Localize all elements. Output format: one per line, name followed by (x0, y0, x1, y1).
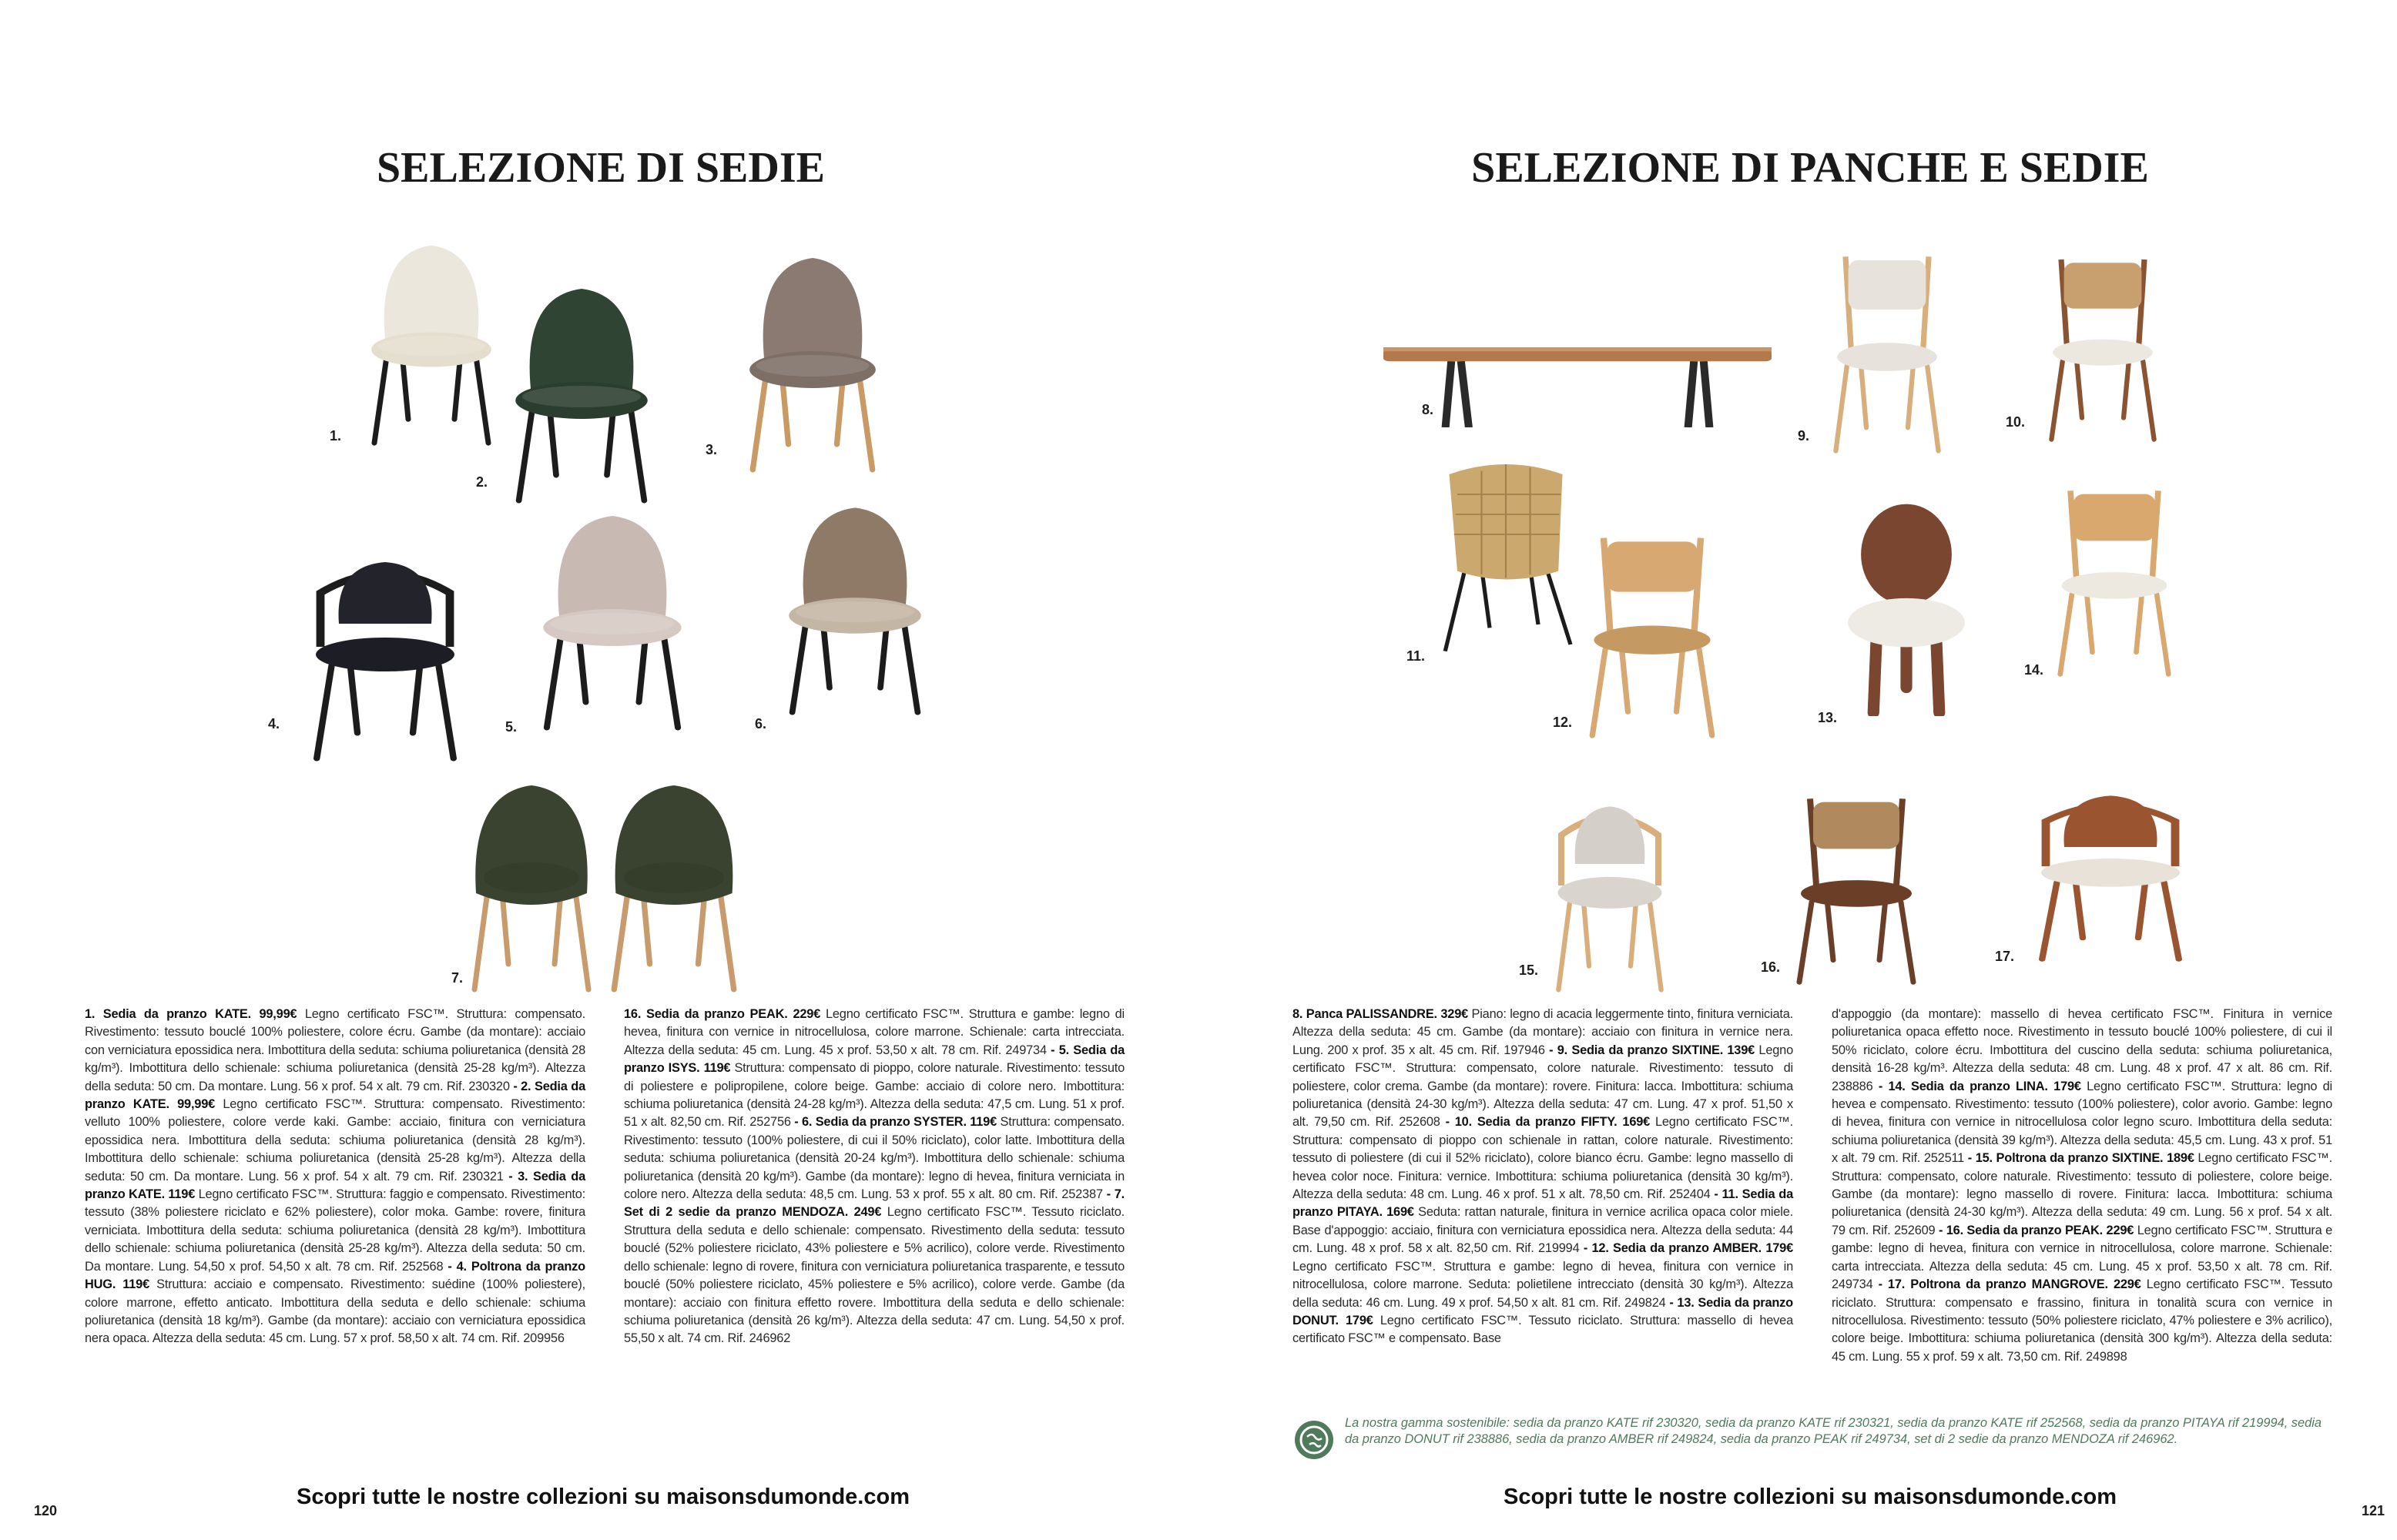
product-image-sixtine (1818, 243, 1956, 454)
product-number-label: 5. (505, 719, 518, 735)
chair-illustration (1571, 524, 1733, 739)
product-details: Struttura: compensato di pioppo, colore naturale. Rivestimento: tessuto di poliestere e polipropilene, colore beige. Gambe: acciaio di colore nero. Imbottitura: schiuma poliuretanica (densità 24-28 kg/m³). Altezza della seduta: 47,5 cm. Lung. 51 x prof. 51 x alt. 82,50 cm. Rif. 252756 (624, 1061, 1125, 1130)
chair-illustration (2041, 477, 2187, 678)
product-image-hug (293, 531, 478, 762)
product-number-label: 17. (1995, 949, 2015, 964)
product-name-price: - 5. Sedia da pranzo ISYS. 119€ (624, 1043, 1125, 1076)
product-description-column (1832, 1006, 2332, 1366)
product-description-column (85, 1006, 585, 1348)
product-name-price: - 9. Sedia da pranzo SIXTINE. 139€ (1549, 1043, 1755, 1057)
product-number-label: 14. (2024, 662, 2044, 678)
chair-illustration (497, 273, 666, 504)
product-name-price: - 7. Set di 2 sedie da pranzo MENDOZA. 249€ (624, 1187, 1125, 1220)
product-image-mendoza-2 (593, 762, 755, 993)
product-details: Legno certificato FSC™. Struttura: compensato, colore naturale. Rivestimento: tessuto di poliestere, color crema. Gambe (da montare): rovere. Finitura: lacca. Imbottitura: schiuma poliuretanica (densità 24-30 kg/m³). Altezza della seduta: 47 cm. Lung. 47 x prof. 51,50 x alt. 79,50 cm. Rif. 252608 (1292, 1043, 1793, 1130)
chair-illustration (732, 243, 893, 474)
product-image-fifty (2033, 246, 2172, 443)
product-name-price: - 13. Sedia da pranzo DONUT. 179€ (1292, 1295, 1793, 1327)
product-image-pitaya (1425, 454, 1587, 654)
chair-illustration (354, 231, 508, 447)
sustainable-globe-leaf-icon (1294, 1420, 1334, 1460)
product-image-mangrove (2018, 770, 2203, 962)
chair-illustration (293, 531, 478, 762)
product-number-label: 4. (268, 716, 280, 732)
chair-illustration (593, 762, 755, 993)
product-image-kate-moka (732, 243, 893, 474)
chair-illustration (1540, 778, 1679, 993)
product-details: Piano: legno di acacia leggermente tinto, finitura verniciata. Altezza della seduta: 45 cm. Gambe (da montare): acciaio con finitura in vernice nera. Lung. 200 x prof. 35 x alt. 45 cm. Rif. 197946 (1292, 1007, 1793, 1057)
sustainable-note-text: La nostra gamma sostenibile: sedia da pranzo KATE rif 230320, sedia da pranzo KATE rif 230321, sedia da pranzo KATE rif 252568, sedia da pranzo PITAYA rif 219994, sedia da pranzo DONUT rif 238886, sedia da pranzo AMBER rif 249824, sedia da pranzo PEAK rif 249734, set di 2 sedie da pranzo MENDOZA rif 246962. (1345, 1416, 2322, 1446)
product-number-label: 9. (1798, 428, 1810, 444)
product-number-label: 8. (1422, 402, 1434, 417)
product-number-label: 12. (1553, 715, 1573, 730)
product-name-price: - 14. Sedia da pranzo LINA. 179€ (1878, 1079, 2081, 1093)
left-page-title: SELEZIONE DI SEDIE (376, 144, 825, 192)
product-number-label: 15. (1519, 962, 1539, 978)
product-number-label: 11. (1406, 648, 1426, 664)
product-image-syster (770, 493, 940, 716)
footer-link-right[interactable]: Scopri tutte le nostre collezioni su maisonsdumonde.com (1503, 1485, 2117, 1509)
product-name-price: 1. Sedia da pranzo KATE. 99,99€ (85, 1007, 297, 1021)
product-name-price: - 2. Sedia da pranzo KATE. 99,99€ (85, 1079, 585, 1112)
sustainable-range-note (1294, 1415, 2334, 1460)
product-details: Legno certificato FSC™. Struttura e gambe: legno di hevea, finitura con vernice in nitrocellulosa, colore marrone. Seduta: polietilene intrecciato (densità 30 kg/m³). Altezza della seduta: 46 cm. Lung. 49 x prof. 54,50 x alt. 81 cm. Rif. 249824 (1292, 1259, 1793, 1310)
product-number-label: 1. (330, 428, 342, 444)
product-image-palissandre-bench (1383, 327, 1772, 427)
chair-illustration (1425, 454, 1587, 654)
product-name-price: 16. Sedia da pranzo PEAK. 229€ (624, 1007, 821, 1021)
product-details: Seduta: rattan naturale, finitura in vernice acrilica opaca color miele. Base d'appoggio: acciaio, finitura con verniciatura epossidica nera. Altezza della seduta: 44 cm. Lung. 48 x prof. 58 x alt. 82,50 cm. Rif. 219994 (1292, 1205, 1793, 1256)
chair-illustration (454, 762, 608, 993)
product-image-isys (524, 500, 701, 732)
product-description-column (624, 1006, 1125, 1348)
product-details: Legno certificato FSC™. Struttura: legno di hevea e compensato. Rivestimento: tessuto (100% poliestere), color avorio. Gambe: legno di hevea, finitura con vernice in nitrocellulosa color legno scuro. Imbottitura della seduta: schiuma poliuretanica (densità 39 kg/m³). Altezza della seduta: 45,5 cm. Lung. 43 x prof. 51 x alt. 79 cm. Rif. 252511 (1832, 1079, 2332, 1166)
product-number-label: 10. (2006, 414, 2026, 430)
product-details: Legno certificato FSC™. Tessuto riciclato. Struttura: compensato e frassino, finitura in tonalità scura con vernice in nitrocellulosa. Rivestimento: tessuto (50% poliestere riciclato, 47% poliestere e 3% acrilico), colore beige. Imbottitura: schiuma poliuretanica (densità 300 kg/m³). Altezza della seduta: 45 cm. Lung. 55 x prof. 59 x alt. 73,50 cm. Rif. 249898 (1832, 1277, 2333, 1364)
product-details: Legno certificato FSC™. Struttura e gambe: legno di hevea, finitura con vernice in nitrocellulosa, colore marrone. Schienale: carta intrecciata. Altezza della seduta: 45 cm. Lung. 45 x prof. 53,50 x alt. 78 cm. Rif. 249734 (624, 1007, 1125, 1057)
page-number-right: 121 (2362, 1503, 2385, 1518)
product-image-sixtine-armchair (1540, 778, 1679, 993)
product-image-lina (2041, 477, 2187, 678)
product-name-price: - 12. Sedia da pranzo AMBER. 179€ (1583, 1241, 1793, 1256)
product-details: Legno certificato FSC™. Struttura: compensato di pioppo con schienale in rattan, colore naturale. Rivestimento: tessuto di poliestere (di cui il 52% riciclato), colore bianco écru. Gambe: legno massello di hevea color noce. Finitura: vernice. Imbottitura: schiuma poliuretanica (densità 30 kg/m³). Altezza della seduta: 48 cm. Lung. 46 x prof. 51 x alt. 78,50 cm. Rif. 252404 (1292, 1115, 1794, 1202)
product-image-kate-green (497, 273, 666, 504)
product-details: Legno certificato FSC™. Struttura: faggio e compensato. Rivestimento: tessuto (38% poliestere riciclato e 62% poliestere), color moka. Gambe: rovere, finitura verniciata. Imbottitura della seduta: schiuma poliuretanica (densità 28 kg/m³). Imbottitura dello schienale: schiuma poliuretanica (densità 25-28 kg/m³). Altezza della seduta: 50 cm. Da montare. Lung. 54,50 x prof. 54,50 x alt. 78 cm. Rif. 252568 (85, 1187, 585, 1274)
product-name-price: - 17. Poltrona da pranzo MANGROVE. 229€ (1878, 1277, 2141, 1292)
chair-illustration (2033, 246, 2172, 443)
product-image-mendoza-1 (454, 762, 608, 993)
footer-link-left[interactable]: Scopri tutte le nostre collezioni su maisonsdumonde.com (296, 1485, 910, 1509)
product-name-price: - 11. Sedia da pranzo PITAYA. 169€ (1292, 1187, 1793, 1220)
product-name-price: - 10. Sedia da pranzo FIFTY. 169€ (1445, 1115, 1651, 1130)
product-details: Legno certificato FSC™. Struttura e gambe: legno di hevea, finitura con vernice in nitrocellulosa, colore marrone. Schienale: carta intrecciata. Altezza della seduta: 45 cm. Lung. 45 x prof. 53,50 x alt. 78 cm. Rif. 249734 (1832, 1223, 2332, 1292)
product-details: Legno certificato FSC™. Struttura: compensato. Rivestimento: velluto 100% poliestere, colore verde kaki. Gambe: acciaio, finitura con verniciatura epossidica nera. Imbottitura della seduta: schiuma poliuretanica (densità 28 kg/m³). Imbottitura dello schienale: schiuma poliuretanica (densità 25-28 kg/m³). Altezza della seduta: 50 cm. Da montare. Lung. 56 x prof. 54 x alt. 79 cm. Rif. 230321 (85, 1097, 585, 1183)
product-name-price: - 3. Sedia da pranzo KATE. 119€ (85, 1169, 586, 1202)
product-number-label: 16. (1761, 959, 1781, 975)
product-number-label: 3. (706, 442, 718, 457)
chair-illustration (1833, 500, 1980, 716)
product-name-price: 8. Panca PALISSANDRE. 329€ (1292, 1007, 1469, 1021)
product-details: Struttura: compensato. Rivestimento: tessuto (100% poliestere, di cui il 50% riciclato), color latte. Imbottitura della seduta: schiuma poliuretanica (densità 20-24 kg/m³). Imbottitura dello schienale: schiuma poliuretanica (densità 20 kg/m³). Gambe (da montare): legno di hevea, finitura verniciata in colore nero. Altezza della seduta: 48,5 cm. Lung. 53 x prof. 55 x alt. 80 cm. Rif. 252387 (624, 1115, 1125, 1202)
product-details: Struttura: acciaio e compensato. Rivestimento: suédine (100% poliestere), colore marrone, effetto anticato. Imbottitura della seduta e dello schienale: schiuma poliuretanica (densità 18 kg/m³). Gambe (da montare): acciaio con verniciatura epossidica nera opaca. Altezza della seduta: 45 cm. Lung. 57 x prof. 58,50 x alt. 74 cm. Rif. 209956 (85, 1277, 585, 1346)
product-details: Legno certificato FSC™. Tessuto riciclato. Struttura: massello di hevea certificato FSC™ e compensato. Base (1292, 1313, 1793, 1346)
product-number-label: 7. (451, 970, 464, 986)
chair-illustration (1779, 785, 1933, 986)
chair-illustration (1383, 327, 1772, 427)
product-details: Legno certificato FSC™. Struttura: compensato. Rivestimento: tessuto bouclé 100% poliestere, colore écru. Gambe (da montare): acciaio con verniciatura epossidica nera. Imbottitura della seduta: schiuma poliuretanica (densità 28 kg/m³). Imbottitura dello schienale: schiuma poliuretanica (densità 25-28 kg/m³). Altezza della seduta: 50 cm. Da montare. Lung. 56 x prof. 54 x alt. 79 cm. Rif. 230320 (85, 1007, 585, 1093)
chair-illustration (524, 500, 701, 732)
product-name-price: - 16. Sedia da pranzo PEAK. 229€ (1938, 1223, 2134, 1237)
product-name-price: - 4. Poltrona da pranzo HUG. 119€ (85, 1259, 585, 1292)
right-page-title: SELEZIONE DI PANCHE E SEDIE (1471, 144, 2149, 192)
product-name-price: - 15. Poltrona da pranzo SIXTINE. 189€ (1967, 1151, 2194, 1166)
product-number-label: 2. (476, 474, 488, 490)
product-image-donut (1833, 500, 1980, 716)
product-image-kate-ecru (354, 231, 508, 447)
product-details: Legno certificato FSC™. Tessuto riciclato. Struttura della seduta e dello schienale: compensato. Rivestimento della seduta: tessuto bouclé (52% poliestere riciclato, 43% poliestere e 5% acrilico), colore verde. Rivestimento dello schienale: legno di rovere, finitura con verniciatura poliuretanica trasparente, e tessuto bouclé (50% poliestere riciclato, 45% poliestere e 5% acrilico), colore verde. Gambe (da montare): acciaio con finitura effetto rovere. Imbottitura della seduta e dello schienale: schiuma poliuretanica (densità 26 kg/m³). Altezza della seduta: 47 cm. Lung. 54,50 x prof. 55,50 x alt. 74 cm. Rif. 246962 (624, 1205, 1125, 1346)
product-number-label: 6. (755, 716, 767, 732)
chair-illustration (1818, 243, 1956, 454)
product-image-amber (1571, 524, 1733, 739)
product-name-price: - 6. Sedia da pranzo SYSTER. 119€ (794, 1115, 997, 1130)
chair-illustration (770, 493, 940, 716)
product-details: d'appoggio (da montare): massello di hevea certificato FSC™. Finitura in vernice poliuretanica opaca effetto noce. Rivestimento in tessuto bouclé 100% poliestere, di cui il 50% riciclato, colore écru. Imbottitura del cuscino della seduta: schiuma poliuretanica, densità 16-28 kg/m³. Altezza della seduta: 48 cm. Lung. 48 x prof. 47 x alt. 86 cm. Rif. 238886 (1832, 1007, 2332, 1093)
product-details: Legno certificato FSC™. Struttura: compensato, colore naturale. Rivestimento: tessuto di poliestere, colore beige. Gambe (da montare): legno massello di rovere. Finitura: lacca. Imbottitura: schiuma poliuretanica (densità 24-30 kg/m³). Altezza della seduta: 49 cm. Lung. 56 x prof. 54 x alt. 79 cm. Rif. 252609 (1832, 1151, 2332, 1237)
page-number-left: 120 (34, 1503, 58, 1518)
product-number-label: 13. (1818, 710, 1838, 725)
chair-illustration (2018, 770, 2203, 962)
product-description-column (1292, 1006, 1793, 1348)
product-image-peak (1779, 785, 1933, 986)
